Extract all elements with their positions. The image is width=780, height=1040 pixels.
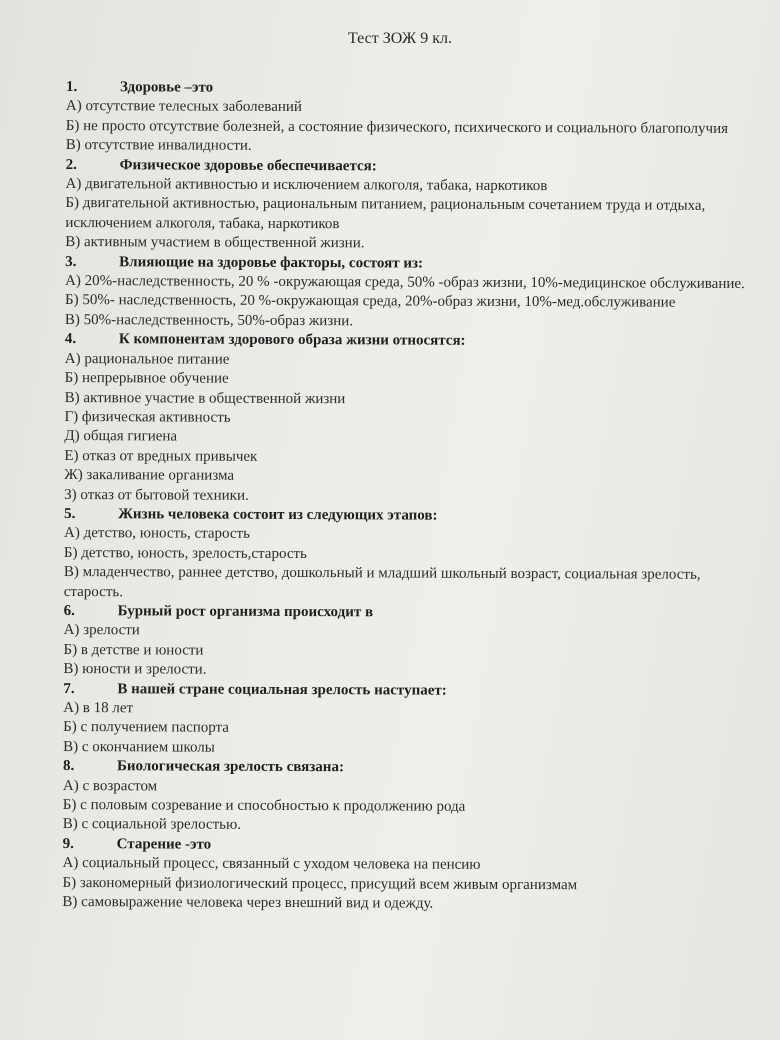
answer-option: В) с социальной зрелостью. [62, 816, 242, 834]
question-number: 7. [63, 680, 75, 697]
answer-option: А) в 18 лет [63, 699, 134, 717]
question-block [65, 156, 755, 256]
question-text: В нашей стране социальная зрелость наступает: [117, 680, 447, 699]
answer-option: Б) 50%- наследственность, 20 %-окружающая среда, 20%-образ жизни, 10%-мед.обслуживание [64, 292, 676, 312]
answer-option: Б) непрерывное обучение [64, 370, 229, 387]
answer-option: В) юности и зрелости. [63, 661, 207, 678]
question-block [63, 757, 753, 838]
answer-option: А) социальный процесс, связанный с уходом человека на пенсию [62, 855, 481, 874]
answer-option: Б) закономерный физиологический процесс, присущий всем живым организмам [62, 874, 578, 893]
question-block [63, 680, 753, 761]
answer-option: Б) в детстве и юности [63, 641, 204, 659]
question-heading [65, 330, 755, 352]
question-number: 9. [62, 835, 74, 852]
question-block [63, 602, 753, 683]
answer-option: В) младенчество, раннее детство, дошкольный и младший школьный возраст, социальная зрелость, старость. [63, 564, 701, 600]
question-block [64, 330, 755, 508]
answer-option: В) активным участием в общественной жизни. [65, 234, 365, 252]
answer-option: В) отсутствие инвалидности. [65, 137, 252, 155]
question-number: 3. [65, 253, 77, 270]
answer-option: В) активное участие в общественной жизни [64, 389, 346, 407]
question-number: 2. [65, 156, 77, 173]
answer-option: А) детство, юность, старость [63, 525, 250, 543]
answer-option: Е) отказ от вредных привычек [64, 447, 258, 465]
question-block [66, 78, 756, 159]
answer-option: В) с окончанием школы [63, 738, 215, 756]
answer-option: З) отказ от бытовой техники. [64, 486, 249, 504]
question-text: Влияющие на здоровье факторы, состоят из: [119, 253, 424, 272]
answer-option: Ж) закаливание организма [64, 467, 235, 484]
question-list [62, 78, 756, 915]
answer-option: Г) физическая активность [64, 408, 231, 426]
answer-option: Б) не просто отсутствие болезней, а состояние физического, психического и социального благополучия [65, 117, 729, 137]
answer-option: А) отсутствие телесных заболеваний [65, 98, 302, 116]
answer-option: Б) детство, юность, зрелость,старость [63, 544, 307, 562]
question-text: К компонентам здорового образа жизни относятся: [118, 331, 466, 350]
answer-option: А) двигательной активностью и исключением алкоголя, табака, наркотиков [65, 176, 548, 195]
question-block [65, 253, 755, 334]
question-heading [63, 757, 753, 779]
question-heading [63, 680, 753, 702]
answer-option: Б) с получением паспорта [63, 719, 230, 737]
question-number: 6. [63, 602, 75, 620]
question-text: Физическое здоровье обеспечивается: [119, 156, 377, 174]
answer-option: А) с возрастом [62, 777, 158, 795]
answer-option: А) 20%-наследственность, 20 % -окружающая среда, 50% -образ жизни, 10%-медицинское обслуживание. [65, 273, 745, 293]
question-text: Здоровье –это [119, 79, 214, 96]
page-title: Тест ЗОЖ 9 кл. [347, 30, 453, 47]
answer-option: Д) общая гигиена [64, 428, 178, 445]
question-text: Бурный рост организма происходит в [117, 603, 374, 621]
answer-option: Б) с половым созревание и способностью к продолжению рода [62, 797, 466, 815]
answer-option: А) рациональное питание [64, 350, 230, 368]
question-heading [64, 602, 754, 624]
answer-option: А) зрелости [63, 622, 140, 639]
question-number: 4. [64, 331, 77, 348]
question-number: 5. [64, 505, 76, 522]
question-text: Старение -это [116, 836, 212, 853]
answer-option: В) 50%-наследственность, 50%-образ жизни. [64, 311, 354, 330]
question-text: Биологическая зрелость связана: [116, 758, 344, 776]
question-block [64, 505, 754, 605]
answer-option: В) самовыражение человека через внешний вид и одежду. [62, 894, 434, 912]
question-number: 8. [62, 758, 75, 775]
question-block [62, 835, 752, 916]
question-text: Жизнь человека состоит из следующих этапов: [118, 506, 438, 524]
question-number: 1. [65, 78, 78, 96]
answer-option: Б) двигательной активностью, рациональным питанием, рациональным сочетанием труда и отдыха, исключением алкоголя, табака, наркотиков [65, 195, 706, 233]
